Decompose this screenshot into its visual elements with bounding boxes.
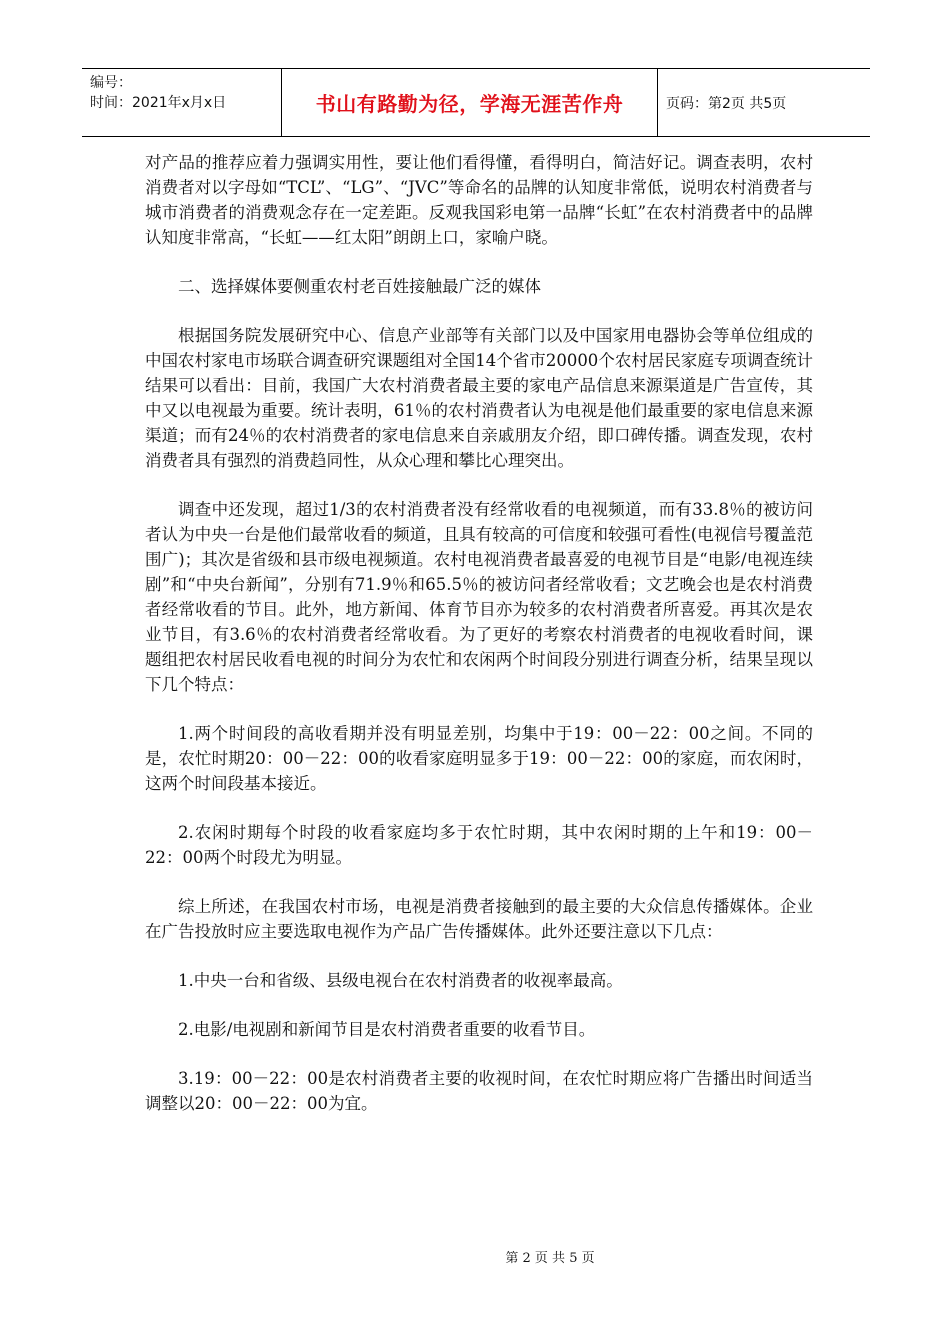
list-item: 1.两个时间段的高收看期并没有明显差别，均集中于19：00－22：00之间。不同的是，农忙时期20：00－22：00的收看家庭明显多于19：00－22：00的家庭，而农闲时，这两个时间段基本接近。	[145, 724, 813, 793]
page-header	[82, 68, 870, 137]
list-item: 3.19：00－22：00是农村消费者主要的收视时间，在农忙时期应将广告播出时间适当调整以20：00－22：00为宜。	[145, 1069, 813, 1113]
paragraph: 调查中还发现，超过1/3的农村消费者没有经常收看的电视频道，而有33.8％的被访问者认为中央一台是他们最常收看的频道，且具有较高的可信度和较强可看性(电视信号覆盖范围广)；其次是省级和县市级电视频道。农村电视消费者最喜爱的电视节目是“电影/电视连续剧”和“中央台新闻”，分别有71.9％和65.5％的被访问者经常收看；文艺晚会也是农村消费者经常收看的节目。此外，地方新闻、体育节目亦为较多的农村消费者所喜爱。再其次是农业节目，有3.6％的农村消费者经常收看。为了更好的考察农村消费者的电视收看时间，课题组把农村居民收看电视的时间分为农忙和农闲两个时间段分别进行调查分析，结果呈现以下几个特点：	[145, 500, 813, 694]
document-body	[145, 150, 813, 1140]
paragraph: 综上所述，在我国农村市场，电视是消费者接触到的最主要的大众信息传播媒体。企业在广告投放时应主要选取电视作为产品广告传播媒体。此外还要注意以下几点：	[145, 897, 813, 941]
header-motto: 书山有路勤为径，学海无涯苦作舟	[315, 92, 624, 116]
header-divider	[657, 69, 658, 136]
paragraph-continuation: 对产品的推荐应着力强调实用性，要让他们看得懂，看得明白，简洁好记。调查表明，农村消费者对以字母如“TCL”、“LG”、“JVC”等命名的品牌的认知度非常低，说明农村消费者与城市消费者的消费观念存在一定差距。反观我国彩电第一品牌“长虹”在农村消费者中的品牌认知度非常高，“长虹——红太阳”朗朗上口，家喻户晓。	[145, 153, 813, 247]
list-item: 1.中央一台和省级、县级电视台在农村消费者的收视率最高。	[178, 971, 623, 990]
paragraph: 根据国务院发展研究中心、信息产业部等有关部门以及中国家用电器协会等单位组成的中国农村家电市场联合调查研究课题组对全国14个省市20000个农村居民家庭专项调查统计结果可以看出：目前，我国广大农村消费者最主要的家电产品信息来源渠道是广告宣传，其中又以电视最为重要。统计表明，61％的农村消费者认为电视是他们最重要的家电信息来源渠道；而有24％的农村消费者的家电信息来自亲戚朋友介绍，即口碑传播。调查发现，农村消费者具有强烈的消费趋同性，从众心理和攀比心理突出。	[145, 326, 813, 470]
list-item: 2.农闲时期每个时段的收看家庭均多于农忙时期，其中农闲时期的上午和19：00－22：00两个时段尤为明显。	[145, 823, 813, 867]
header-code-label: 编号：	[90, 75, 132, 91]
section-heading: 二、选择媒体要侧重农村老百姓接触最广泛的媒体	[178, 277, 541, 296]
header-page-label: 页码：第2页 共5页	[666, 95, 787, 112]
list-item: 2.电影/电视剧和新闻节目是农村消费者重要的收看节目。	[178, 1020, 596, 1039]
header-time-label: 时间：2021年x月x日	[90, 95, 227, 111]
page-footer: 第 2 页 共 5 页	[505, 1251, 595, 1266]
header-meta	[90, 73, 226, 113]
